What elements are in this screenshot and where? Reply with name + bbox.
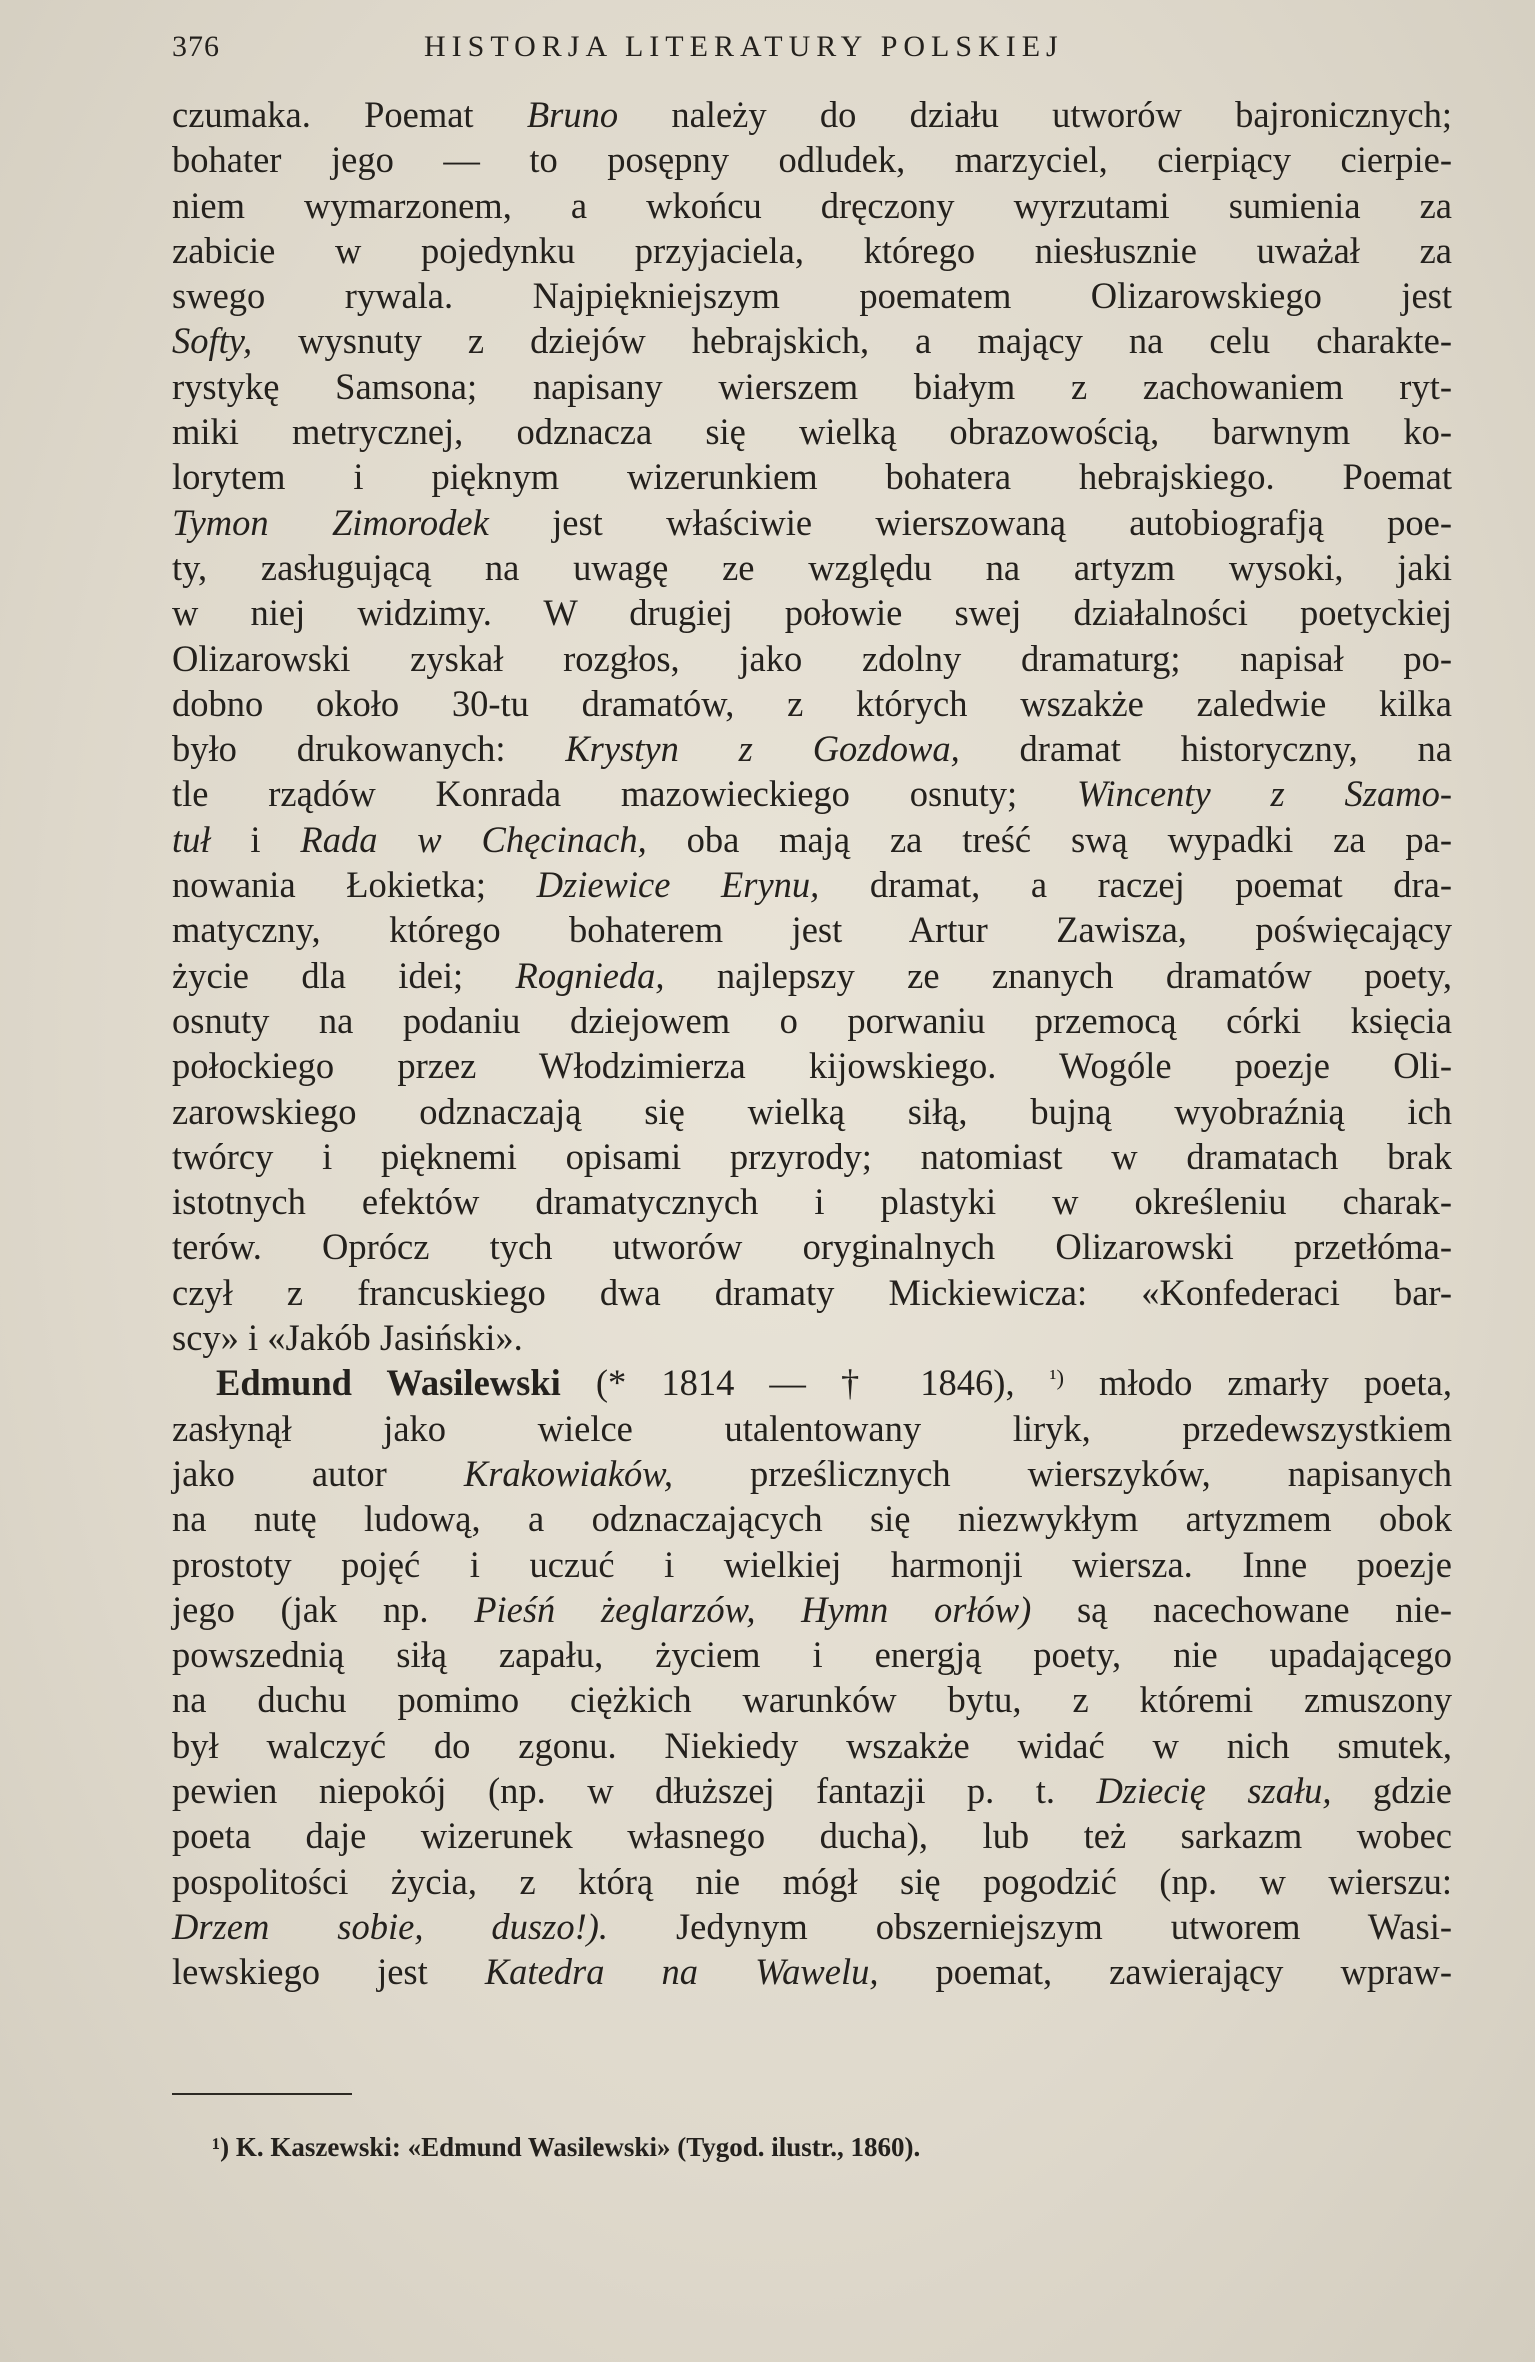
text-line: terów. Oprócz tych utworów oryginalnych Olizarowski przetłóma- bbox=[172, 1226, 1452, 1268]
text-line: lorytem i pięknym wizerunkiem bohatera hebrajskiego. Poemat bbox=[172, 456, 1452, 498]
text-line: twórcy i pięknemi opisami przyrody; natomiast w dramatach brak bbox=[172, 1135, 1452, 1177]
text-line: tuł i Rada w Chęcinach, oba mają za treść swą wypadki za pa- bbox=[172, 818, 1452, 860]
text-line: istotnych efektów dramatycznych i plastyki w określeniu charak- bbox=[172, 1181, 1452, 1223]
text-line: matyczny, którego bohaterem jest Artur Zawisza, poświęcający bbox=[172, 909, 1452, 951]
author-name: Edmund Wasilewski bbox=[216, 1362, 561, 1404]
footnote-divider bbox=[172, 2093, 352, 2095]
text-line: zarowskiego odznaczają się wielką siłą, bujną wyobraźnią ich bbox=[172, 1090, 1452, 1132]
text-line: na duchu pomimo ciężkich warunków bytu, z któremi zmuszony bbox=[172, 1679, 1452, 1721]
text-line: było drukowanych: Krystyn z Gozdowa, dramat historyczny, na bbox=[172, 728, 1452, 770]
text-line: Tymon Zimorodek jest właściwie wierszowaną autobiografją poe- bbox=[172, 501, 1453, 543]
page-number: 376 bbox=[172, 30, 220, 63]
text-line: poeta daje wizerunek własnego ducha), lub też sarkazm wobec bbox=[172, 1815, 1452, 1857]
text-line: scy» i «Jakób Jasiński». bbox=[172, 1317, 523, 1359]
text-line: jego (jak np. Pieśń żeglarzów, Hymn orłów) są nacechowane nie- bbox=[172, 1588, 1453, 1630]
text-line: Softy, wysnuty z dziejów hebrajskich, a mający na celu charakte- bbox=[172, 320, 1452, 362]
text-line: połockiego przez Włodzimierza kijowskiego. Wogóle poezje Oli- bbox=[172, 1045, 1452, 1087]
text-line: zabicie w pojedynku przyjaciela, którego niesłusznie uważał za bbox=[172, 229, 1452, 271]
text-line: prostoty pojęć i uczuć i wielkiej harmonji wiersza. Inne poezje bbox=[172, 1543, 1452, 1585]
body-text bbox=[172, 92, 1452, 1994]
text-line: nowania Łokietka; Dziewice Erynu, dramat, a raczej poemat dra- bbox=[172, 864, 1452, 906]
text-line: bohater jego — to posępny odludek, marzyciel, cierpiący cierpie- bbox=[172, 139, 1452, 181]
running-head bbox=[172, 24, 1362, 74]
text-line: czył z francuskiego dwa dramaty Mickiewicza: «Konfederaci bar- bbox=[172, 1271, 1452, 1313]
text-line: był walczyć do zgonu. Niekiedy wszakże widać w nich smutek, bbox=[172, 1724, 1452, 1766]
footnote-marker: ¹) bbox=[212, 2132, 230, 2162]
running-title: HISTORJA LITERATURY POLSKIEJ bbox=[424, 30, 1064, 63]
text-line: ty, zasługującą na uwagę ze względu na artyzm wysoki, jaki bbox=[172, 546, 1452, 588]
text-line: Edmund Wasilewski (* 1814 — † 1846), $^{^1)}$ młodo zmarły poeta, bbox=[216, 1362, 1453, 1404]
text-line: Olizarowski zyskał rozgłos, jako zdolny dramaturg; napisał po- bbox=[172, 637, 1452, 679]
text-line: powszednią siłą zapału, życiem i energją poety, nie upadającego bbox=[172, 1634, 1452, 1676]
text-line: tle rządów Konrada mazowieckiego osnuty; Wincenty z Szamo- bbox=[172, 773, 1452, 815]
text-line: rystykę Samsona; napisany wierszem białym z zachowaniem ryt- bbox=[172, 365, 1452, 407]
footnote-ref: ¹) bbox=[1049, 1365, 1064, 1391]
text-line: niem wymarzonem, a wkońcu dręczony wyrzutami sumienia za bbox=[172, 184, 1452, 226]
text-line: na nutę ludową, a odznaczających się niezwykłym artyzmem obok bbox=[172, 1498, 1452, 1540]
text-line: życie dla idei; Rognieda, najlepszy ze znanych dramatów poety, bbox=[172, 954, 1452, 996]
text-line: zasłynął jako wielce utalentowany liryk, przedewszystkiem bbox=[172, 1407, 1452, 1449]
text-line: Drzem sobie, duszo!). Jedynym obszerniejszym utworem Wasi- bbox=[172, 1905, 1452, 1947]
text-line: w niej widzimy. W drugiej połowie swej działalności poetyckiej bbox=[172, 592, 1452, 634]
text-line: pospolitości życia, z którą nie mógł się pogodzić (np. w wierszu: bbox=[172, 1860, 1452, 1902]
text-line: osnuty na podaniu dziejowem o porwaniu przemocą córki księcia bbox=[172, 999, 1452, 1041]
text-line: lewskiego jest Katedra na Wawelu, poemat, zawierający wpraw- bbox=[172, 1951, 1452, 1993]
text-line: pewien niepokój (np. w dłuższej fantazji p. t. Dziecię szału, gdzie bbox=[172, 1769, 1452, 1811]
footnote: ¹) K. Kaszewski: «Edmund Wasilewski» (Tygod. ilustr., 1860). bbox=[212, 2132, 921, 2162]
text-line: miki metrycznej, odznacza się wielką obrazowością, barwnym ko- bbox=[172, 411, 1452, 453]
text-line: dobno około 30-tu dramatów, z których wszakże zaledwie kilka bbox=[172, 682, 1452, 724]
text-line: czumaka. Poemat Bruno należy do działu utworów bajronicznych; bbox=[172, 94, 1452, 135]
text-line: swego rywala. Najpiękniejszym poematem Olizarowskiego jest bbox=[172, 275, 1452, 317]
text-line: jako autor Krakowiaków, prześlicznych wierszyków, napisanych bbox=[172, 1452, 1453, 1494]
